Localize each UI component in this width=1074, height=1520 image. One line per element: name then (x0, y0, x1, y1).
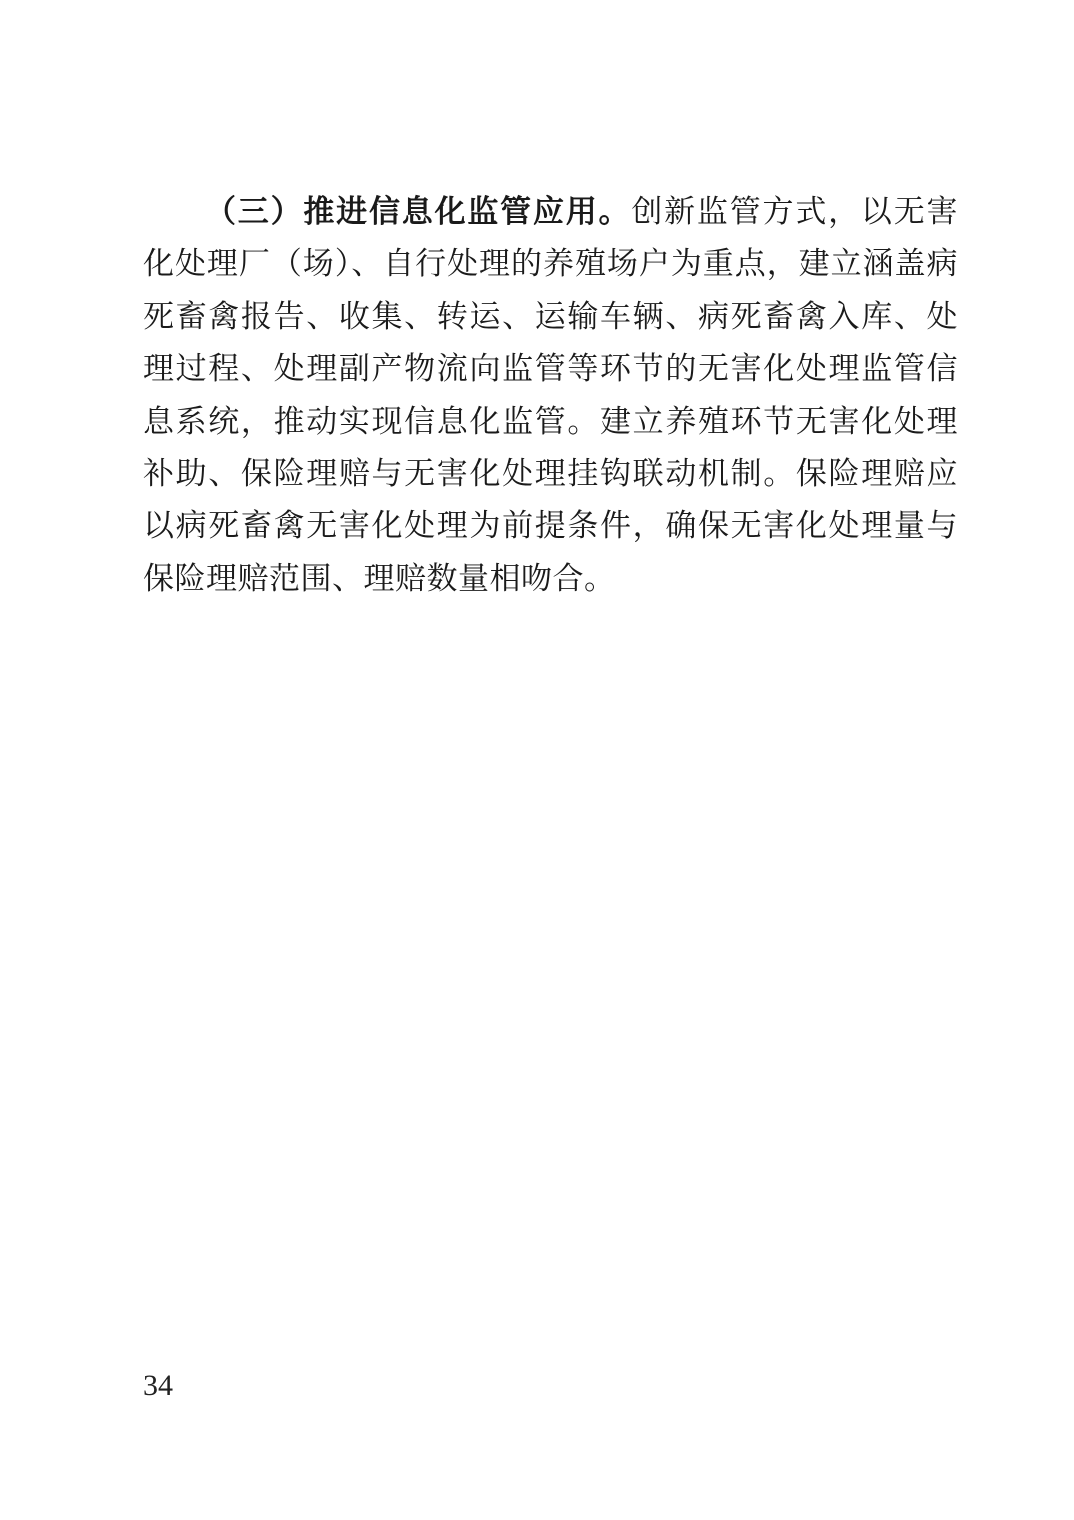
paragraph-heading: （三）推进信息化监管应用。 (205, 194, 632, 229)
paragraph-body: 创新监管方式，以无害化处理厂（场）、自行处理的养殖场户为重点，建立涵盖病死畜禽报告、收集、转运、运输车辆、病死畜禽入库、处理过程、处理副产物流向监管等环节的无害化处理监管信息系统，推动实现信息化监管。建立养殖环节无害化处理补助、保险理赔与无害化处理挂钩联动机制。保险理赔应以病死畜禽无害化处理为前提条件，确保无害化处理量与保险理赔范围、理赔数量相吻合。 (143, 194, 959, 596)
text-block (143, 186, 958, 605)
page-number: 34 (143, 1369, 173, 1402)
paragraph (143, 186, 958, 605)
